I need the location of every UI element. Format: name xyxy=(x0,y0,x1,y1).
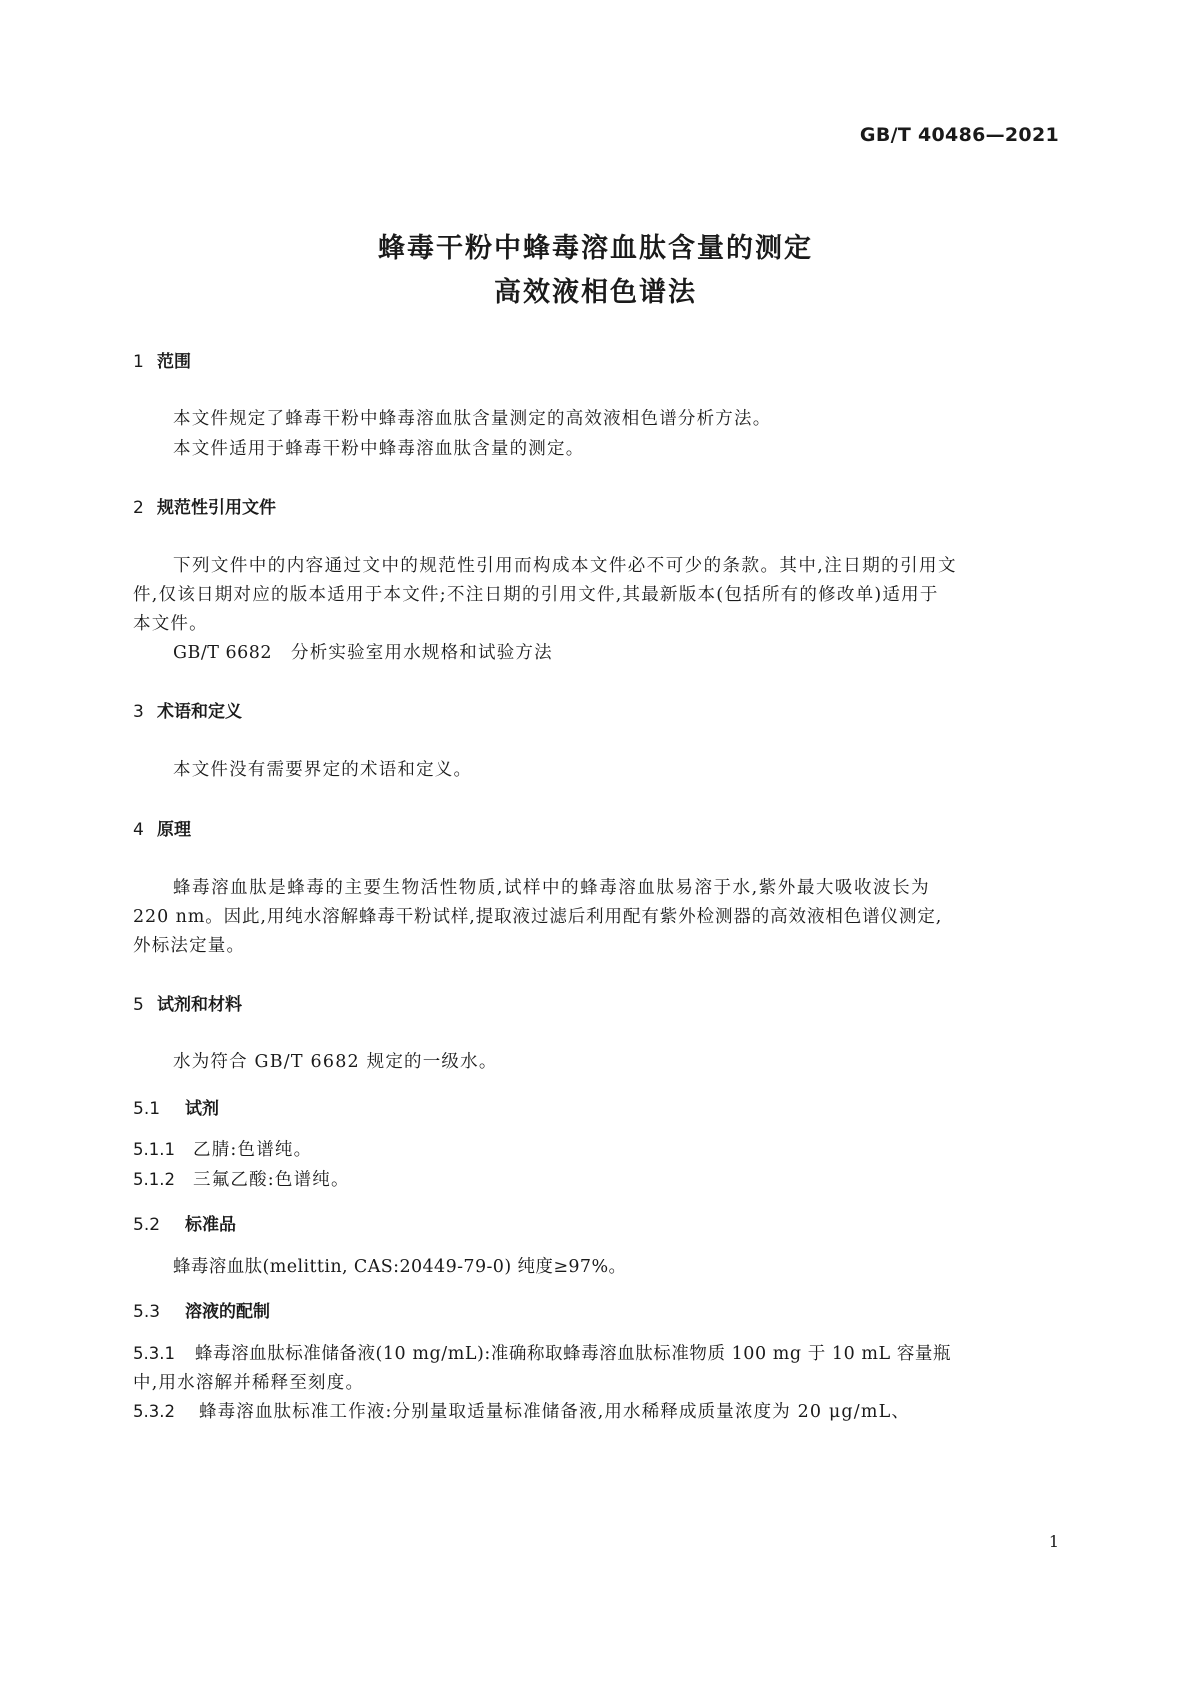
section-4-heading xyxy=(133,815,191,840)
subsection-5-3-heading xyxy=(133,1297,270,1322)
paragraph-line: 外标法定量。 xyxy=(133,936,246,956)
section-1-heading xyxy=(133,347,191,372)
standard-number: GB/T 40486—2021 xyxy=(859,124,1059,146)
section-title: 试剂和材料 xyxy=(157,995,242,1015)
reference-title: 分析实验室用水规格和试验方法 xyxy=(291,643,553,663)
section-number: 1 xyxy=(133,352,144,372)
section-3-heading xyxy=(133,697,242,722)
section-number: 2 xyxy=(133,498,144,518)
subsection-5-1-heading xyxy=(133,1094,219,1119)
subsection-title: 试剂 xyxy=(185,1099,219,1119)
section-2-heading xyxy=(133,493,276,518)
clause-5-3-2 xyxy=(133,1398,910,1423)
paragraph-line: 蜂毒溶血肽是蜂毒的主要生物活性物质,试样中的蜂毒溶血肽易溶于水,紫外最大吸收波长为 xyxy=(173,878,931,898)
normative-reference xyxy=(173,639,553,664)
document-title-line1: 蜂毒干粉中蜂毒溶血肽含量的测定 xyxy=(378,233,813,264)
clause-text: 三氟乙酸:色谱纯。 xyxy=(193,1170,350,1190)
clause-5-3-1 xyxy=(133,1340,951,1365)
section-number: 5 xyxy=(133,995,144,1015)
paragraph: 本文件适用于蜂毒干粉中蜂毒溶血肽含量的测定。 xyxy=(173,439,585,459)
document-title-line2: 高效液相色谱法 xyxy=(494,277,697,308)
paragraph-line: 下列文件中的内容通过文中的规范性引用而构成本文件必不可少的条款。其中,注日期的引用文 xyxy=(173,556,957,576)
subsection-title: 标准品 xyxy=(185,1215,236,1235)
clause-number: 5.1.1 xyxy=(133,1140,175,1159)
paragraph: 本文件规定了蜂毒干粉中蜂毒溶血肽含量测定的高效液相色谱分析方法。 xyxy=(173,409,772,429)
clause-number: 5.3.1 xyxy=(133,1344,175,1363)
clause-text: 蜂毒溶血肽标准工作液:分别量取适量标准储备液,用水稀释成质量浓度为 20 μg/mL、 xyxy=(199,1402,910,1422)
reference-code: GB/T 6682 xyxy=(173,643,273,663)
section-title: 范围 xyxy=(157,352,191,372)
section-title: 规范性引用文件 xyxy=(157,498,276,518)
clause-5-1-1 xyxy=(133,1136,312,1161)
paragraph-line: 件,仅该日期对应的版本适用于本文件;不注日期的引用文件,其最新版本(包括所有的修改单)适用于 xyxy=(133,585,939,605)
section-number: 3 xyxy=(133,702,144,722)
clause-text: 蜂毒溶血肽标准储备液(10 mg/mL):准确称取蜂毒溶血肽标准物质 100 mg 于 10 mL 容量瓶 xyxy=(195,1344,951,1364)
paragraph: 本文件没有需要界定的术语和定义。 xyxy=(173,760,473,780)
section-5-heading xyxy=(133,990,242,1015)
section-number: 4 xyxy=(133,820,144,840)
subsection-number: 5.2 xyxy=(133,1215,161,1235)
paragraph-line: 220 nm。因此,用纯水溶解蜂毒干粉试样,提取液过滤后利用配有紫外检测器的高效液相色谱仪测定, xyxy=(133,907,943,927)
clause-continuation: 中,用水溶解并稀释至刻度。 xyxy=(133,1373,365,1393)
section-title: 原理 xyxy=(157,820,191,840)
paragraph-line: 本文件。 xyxy=(133,614,208,634)
clause-number: 5.3.2 xyxy=(133,1402,175,1421)
subsection-5-2-heading xyxy=(133,1210,236,1235)
paragraph: 蜂毒溶血肽(melittin, CAS:20449-79-0) 纯度≥97%。 xyxy=(173,1257,627,1277)
subsection-title: 溶液的配制 xyxy=(185,1302,270,1322)
subsection-number: 5.3 xyxy=(133,1302,161,1322)
clause-5-1-2 xyxy=(133,1166,350,1191)
subsection-number: 5.1 xyxy=(133,1099,161,1119)
paragraph: 水为符合 GB/T 6682 规定的一级水。 xyxy=(173,1052,498,1072)
clause-text: 乙腈:色谱纯。 xyxy=(193,1140,313,1160)
clause-number: 5.1.2 xyxy=(133,1170,175,1189)
section-title: 术语和定义 xyxy=(157,702,242,722)
page-number: 1 xyxy=(1048,1532,1059,1551)
